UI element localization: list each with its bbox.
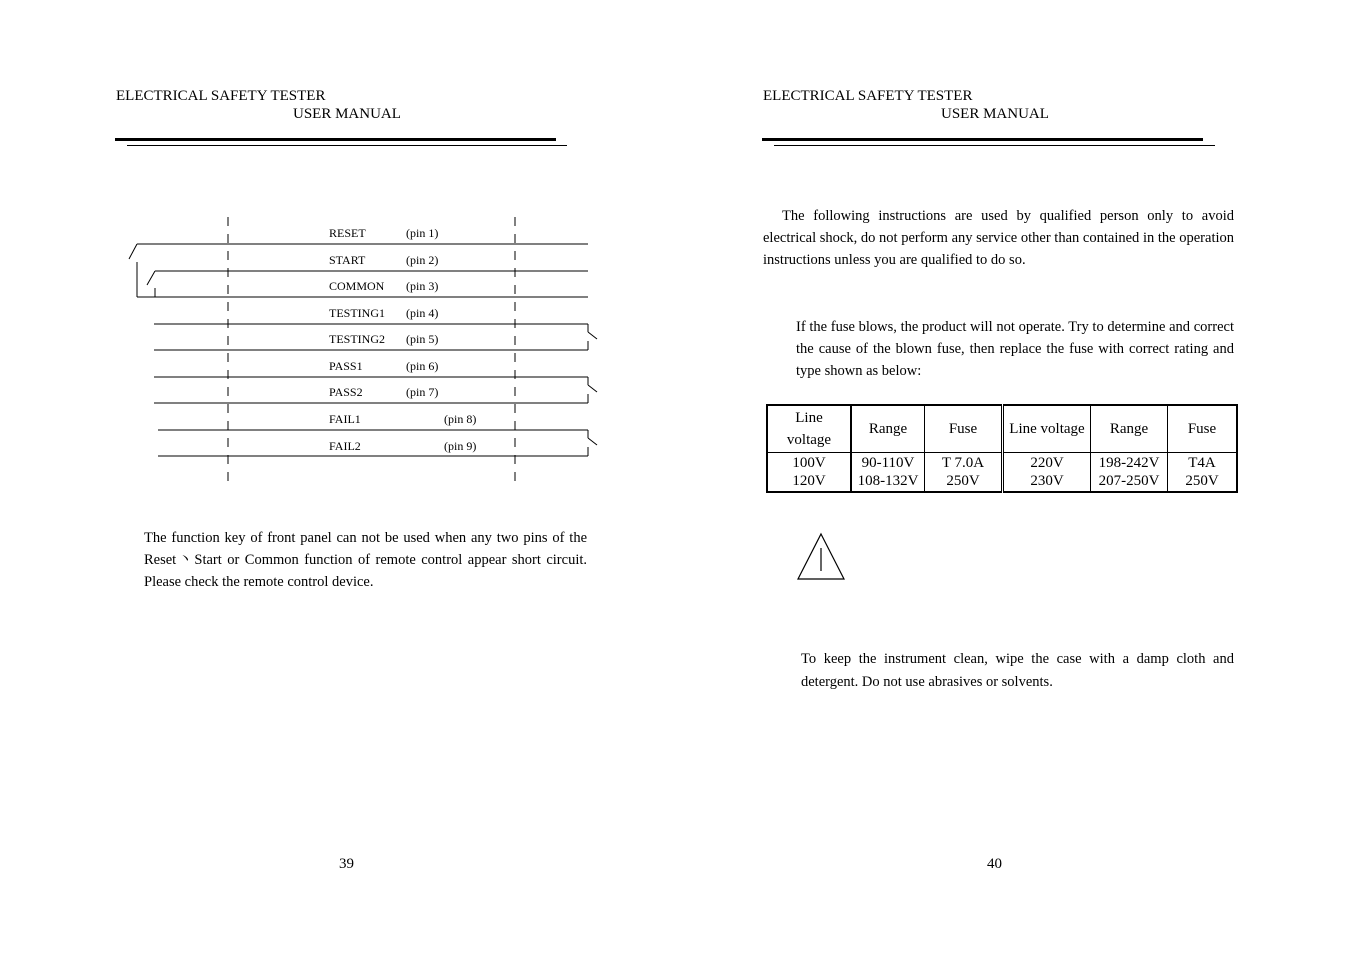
- pin-label-common: COMMON: [329, 279, 385, 293]
- right-header-rule-thin: [774, 145, 1215, 146]
- fuse-table-header-fuse-2: Fuse: [1168, 405, 1238, 453]
- pin-label-pass1: PASS1: [329, 359, 363, 373]
- value-207-250v: 207-250V: [1098, 473, 1160, 489]
- fuse-table-header-range-2: Range: [1091, 405, 1168, 453]
- testing-relay-contact: [588, 332, 597, 339]
- fail-relay-contact: [588, 438, 597, 445]
- reset-switch-contact: [129, 244, 137, 259]
- value-90-110v: 90-110V: [861, 455, 915, 471]
- pin-number-7: (pin 7): [406, 385, 439, 399]
- fuse-cell-line-voltage-2: [1003, 453, 1091, 493]
- fuse-replacement-paragraph: If the fuse blows, the product will not operate. Try to determine and correct the cause of the blown fuse, then replace the fuse with correct rating and type shown as below:: [796, 319, 1234, 379]
- left-header-title: ELECTRICAL SAFETY TESTER: [116, 88, 326, 104]
- fuse-table-header-row: [767, 405, 1237, 453]
- value-120v: 120V: [792, 473, 826, 489]
- right-header-subtitle: USER MANUAL: [941, 106, 1049, 122]
- warning-triangle-icon: [796, 532, 848, 582]
- fuse-table-header-range-1: Range: [851, 405, 925, 453]
- left-header-subtitle: USER MANUAL: [293, 106, 401, 122]
- fuse-table-header-fuse-1: Fuse: [925, 405, 1003, 453]
- value-220v: 220V: [1030, 455, 1064, 471]
- value-198-242v: 198-242V: [1098, 455, 1160, 471]
- value-108-132v: 108-132V: [857, 473, 919, 489]
- fuse-table-data-row: [767, 453, 1237, 493]
- cleaning-instructions-paragraph: To keep the instrument clean, wipe the case with a damp cloth and detergent. Do not use abrasives or solvents.: [801, 651, 1234, 690]
- pin-label-testing2: TESTING2: [329, 332, 385, 346]
- pin-label-start: START: [329, 253, 366, 267]
- page-number-left: 39: [339, 856, 354, 872]
- pin-number-6: (pin 6): [406, 359, 439, 373]
- pin-number-3: (pin 3): [406, 279, 439, 293]
- pin-number-2: (pin 2): [406, 253, 439, 267]
- fuse-table-header-line-voltage-1: [767, 405, 851, 453]
- pin-number-9: (pin 9): [444, 439, 477, 453]
- page-number-right: 40: [987, 856, 1002, 872]
- fuse-cell-line-voltage-1: [767, 453, 851, 493]
- pin-label-fail2: FAIL2: [329, 439, 361, 453]
- value-t4a: T4A: [1188, 455, 1216, 471]
- fuse-cell-fuse-1: [925, 453, 1003, 493]
- pin-label-reset: RESET: [329, 226, 366, 240]
- start-switch-contact: [147, 271, 155, 285]
- pin-label-pass2: PASS2: [329, 385, 363, 399]
- fuse-table-header-line-voltage-2: Line voltage: [1003, 405, 1091, 453]
- pin-label-fail1: FAIL1: [329, 412, 361, 426]
- pin-number-5: (pin 5): [406, 332, 439, 346]
- remote-short-circuit-note: The function key of front panel can not be used when any two pins of the Reset丶Start or Common function of remote control appear short circuit. Please check the remote control device.: [144, 530, 587, 590]
- value-250v-b: 250V: [1185, 473, 1219, 489]
- fuse-cell-range-1: [851, 453, 925, 493]
- pin-number-8: (pin 8): [444, 412, 477, 426]
- right-header-rule-thick: [762, 138, 1203, 141]
- fuse-cell-range-2: [1091, 453, 1168, 493]
- value-100v: 100V: [792, 455, 826, 471]
- header-voltage-word: voltage: [786, 432, 832, 448]
- pass-relay-contact: [588, 385, 597, 392]
- right-header-title: ELECTRICAL SAFETY TESTER: [763, 88, 973, 104]
- value-230v: 230V: [1030, 473, 1064, 489]
- value-t7a: T 7.0A: [941, 455, 985, 471]
- fuse-cell-fuse-2: [1168, 453, 1238, 493]
- value-250v-a: 250V: [946, 473, 980, 489]
- service-intro-paragraph: The following instructions are used by qualified person only to avoid electrical shock, do not perform any service other than contained in the operation instructions unless you are qualified to do so.: [763, 208, 1234, 268]
- fuse-rating-table: [766, 404, 1238, 493]
- pin-label-testing1: TESTING1: [329, 306, 385, 320]
- header-line-word: Line: [795, 410, 823, 426]
- pin-number-1: (pin 1): [406, 226, 439, 240]
- pin-number-4: (pin 4): [406, 306, 439, 320]
